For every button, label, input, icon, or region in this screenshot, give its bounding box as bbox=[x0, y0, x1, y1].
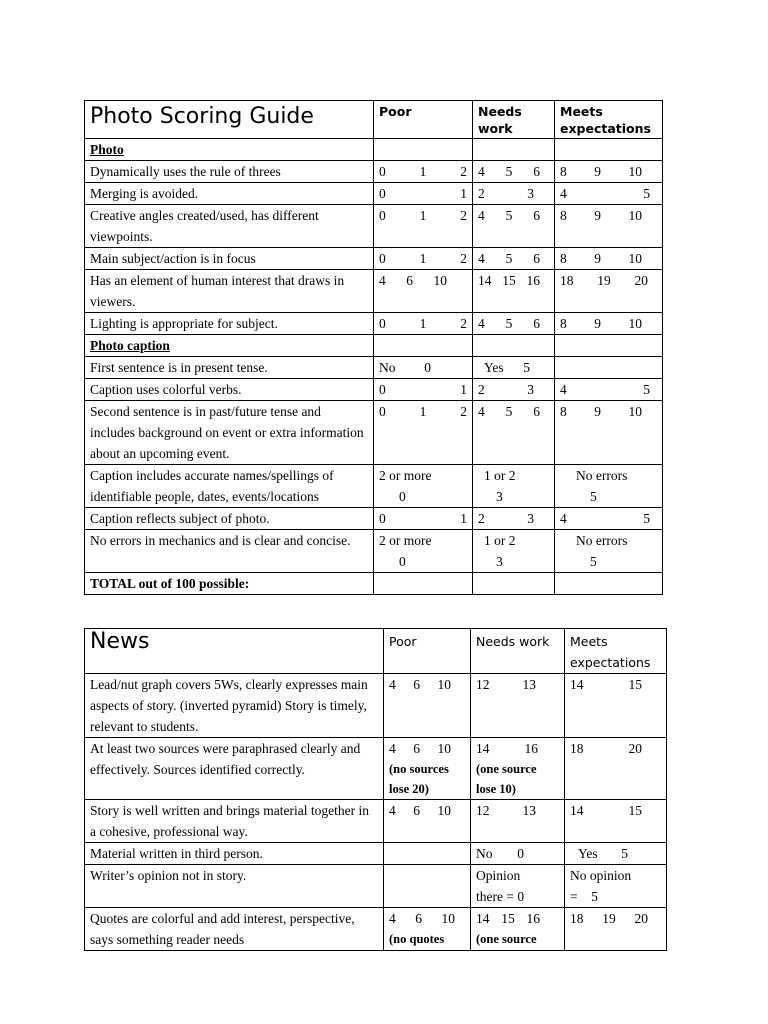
table-row: Writer’s opinion not in story. Opinion there = 0 No opinion = 5 bbox=[85, 865, 667, 908]
col-poor-header: Poor bbox=[374, 101, 473, 139]
table-row: Second sentence is in past/future tense and includes background on event or extra information about an upcoming event. 0 1 2 4 5 6 8 9 10 bbox=[85, 401, 663, 465]
criterion: Has an element of human interest that draws in viewers. bbox=[85, 270, 374, 313]
criterion: Writer’s opinion not in story. bbox=[85, 865, 384, 908]
news-col-needs-work-header: Needs work bbox=[471, 629, 565, 674]
table-row: Caption reflects subject of photo. 0 1 2 3 4 5 bbox=[85, 508, 663, 530]
table-row: Quotes are colorful and add interest, perspective, says something reader needs 4 6 10 (no quotes 14 15 16 (one source 18 19 20 bbox=[85, 908, 667, 951]
photo-scoring-table bbox=[84, 100, 663, 595]
table-row: Material written in third person. No 0 Yes 5 bbox=[85, 843, 667, 865]
total-label: TOTAL out of 100 possible: bbox=[85, 573, 374, 595]
criterion: Caption reflects subject of photo. bbox=[85, 508, 374, 530]
criterion: First sentence is in present tense. bbox=[85, 357, 374, 379]
table-row: First sentence is in present tense. No 0 Yes 5 bbox=[85, 357, 663, 379]
news-col-meets-header: Meets expectations bbox=[565, 629, 667, 674]
section-photo-caption: Photo caption bbox=[85, 335, 374, 357]
table-row: Main subject/action is in focus 0 1 2 4 5 6 8 9 10 bbox=[85, 248, 663, 270]
criterion: Merging is avoided. bbox=[85, 183, 374, 205]
criterion: Lead/nut graph covers 5Ws, clearly expresses main aspects of story. (inverted pyramid) Story is timely, relevant to students. bbox=[85, 674, 384, 738]
table-row: Has an element of human interest that draws in viewers. 4 6 10 14 15 16 18 19 20 bbox=[85, 270, 663, 313]
criterion: Lighting is appropriate for subject. bbox=[85, 313, 374, 335]
table-row: Lead/nut graph covers 5Ws, clearly expresses main aspects of story. (inverted pyramid) Story is timely, relevant to students. 4 6 10 12 13 14 15 bbox=[85, 674, 667, 738]
table-row: Caption includes accurate names/spellings of identifiable people, dates, events/locations 2 or more 0 1 or 2 3 No errors 5 bbox=[85, 465, 663, 508]
criterion: Second sentence is in past/future tense and includes background on event or extra information about an upcoming event. bbox=[85, 401, 374, 465]
table-row: Caption uses colorful verbs. 0 1 2 3 4 5 bbox=[85, 379, 663, 401]
news-scoring-table bbox=[84, 628, 667, 951]
table-row: Dynamically uses the rule of threes 0 1 2 4 5 6 8 9 10 bbox=[85, 161, 663, 183]
criterion: Caption includes accurate names/spellings of identifiable people, dates, events/locations bbox=[85, 465, 374, 508]
table-row: Story is well written and brings material together in a cohesive, professional way. 4 6 10 12 13 14 15 bbox=[85, 800, 667, 843]
photo-guide-title: Photo Scoring Guide bbox=[85, 101, 374, 139]
news-col-poor-header: Poor bbox=[384, 629, 471, 674]
news-guide-title: News bbox=[85, 629, 384, 674]
criterion: At least two sources were paraphrased clearly and effectively. Sources identified correctly. bbox=[85, 738, 384, 800]
criterion: No errors in mechanics and is clear and concise. bbox=[85, 530, 374, 573]
criterion: Main subject/action is in focus bbox=[85, 248, 374, 270]
criterion: Dynamically uses the rule of threes bbox=[85, 161, 374, 183]
table-row: Creative angles created/used, has different viewpoints. 0 1 2 4 5 6 8 9 10 bbox=[85, 205, 663, 248]
table-row: Merging is avoided. 0 1 2 3 4 5 bbox=[85, 183, 663, 205]
criterion: Story is well written and brings material together in a cohesive, professional way. bbox=[85, 800, 384, 843]
criterion: Material written in third person. bbox=[85, 843, 384, 865]
criterion: Caption uses colorful verbs. bbox=[85, 379, 374, 401]
table-row: Lighting is appropriate for subject. 0 1 2 4 5 6 8 9 10 bbox=[85, 313, 663, 335]
criterion: Creative angles created/used, has different viewpoints. bbox=[85, 205, 374, 248]
section-photo: Photo bbox=[85, 139, 374, 161]
col-meets-header: Meets expectations bbox=[555, 101, 663, 139]
table-row: At least two sources were paraphrased clearly and effectively. Sources identified correctly. 4 6 10 (no sources lose 20) 14 16 (one source lose 10) 18 20 bbox=[85, 738, 667, 800]
table-row: No errors in mechanics and is clear and concise. 2 or more 0 1 or 2 3 No errors 5 bbox=[85, 530, 663, 573]
criterion: Quotes are colorful and add interest, perspective, says something reader needs bbox=[85, 908, 384, 951]
col-needs-work-header: Needs work bbox=[473, 101, 555, 139]
